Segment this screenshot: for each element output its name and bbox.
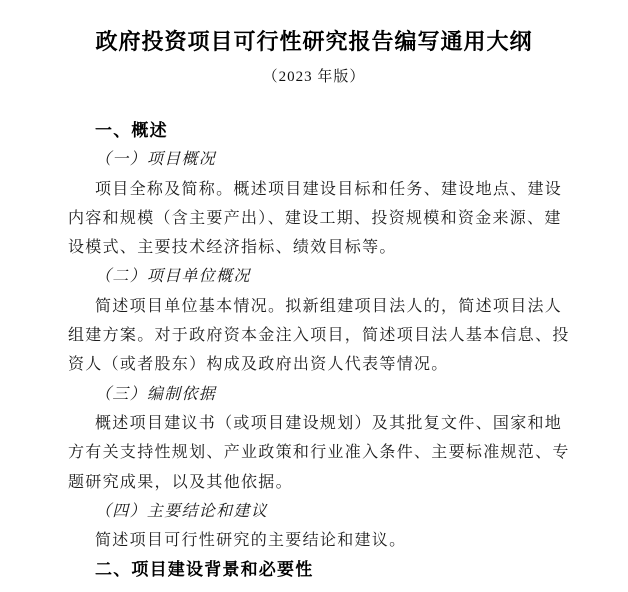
paragraph-line: 方有关支持性规划、产业政策和行业准入条件、主要标准规范、专 [68, 444, 570, 462]
section-1-2-heading: （二）项目单位概况 [95, 268, 251, 286]
paragraph-line: 组建方案。对于政府资本金注入项目，简述项目法人基本信息、投 [68, 327, 570, 345]
paragraph-line: 题研究成果，以及其他依据。 [68, 473, 293, 491]
section-1-4-heading: （四）主要结论和建议 [95, 502, 269, 520]
paragraph-line: 简述项目单位基本情况。拟新组建项目法人的，简述项目法人 [95, 297, 563, 315]
document-subtitle: （2023 年版） [262, 69, 366, 85]
paragraph-line: 内容和规模（含主要产出）、建设工期、投资规模和资金来源、建 [68, 209, 562, 227]
document-title: 政府投资项目可行性研究报告编写通用大纲 [95, 29, 533, 54]
section-1-3-heading: （三）编制依据 [95, 385, 217, 403]
section-1-1-heading: （一）项目概况 [95, 151, 217, 169]
paragraph-line: 项目全称及简称。概述项目建设目标和任务、建设地点、建设 [95, 180, 563, 198]
paragraph-line: 概述项目建议书（或项目建设规划）及其批复文件、国家和地 [95, 414, 563, 432]
section-2-heading: 二、项目建设背景和必要性 [95, 560, 314, 580]
paragraph-line: 简述项目可行性研究的主要结论和建议。 [95, 532, 407, 550]
section-1-heading: 一、概述 [95, 121, 168, 140]
paragraph-line: 资人（或者股东）构成及政府出资人代表等情况。 [68, 356, 449, 374]
document-body [68, 116, 574, 585]
paragraph-line: 设模式、主要技术经济指标、绩效目标等。 [68, 239, 397, 257]
